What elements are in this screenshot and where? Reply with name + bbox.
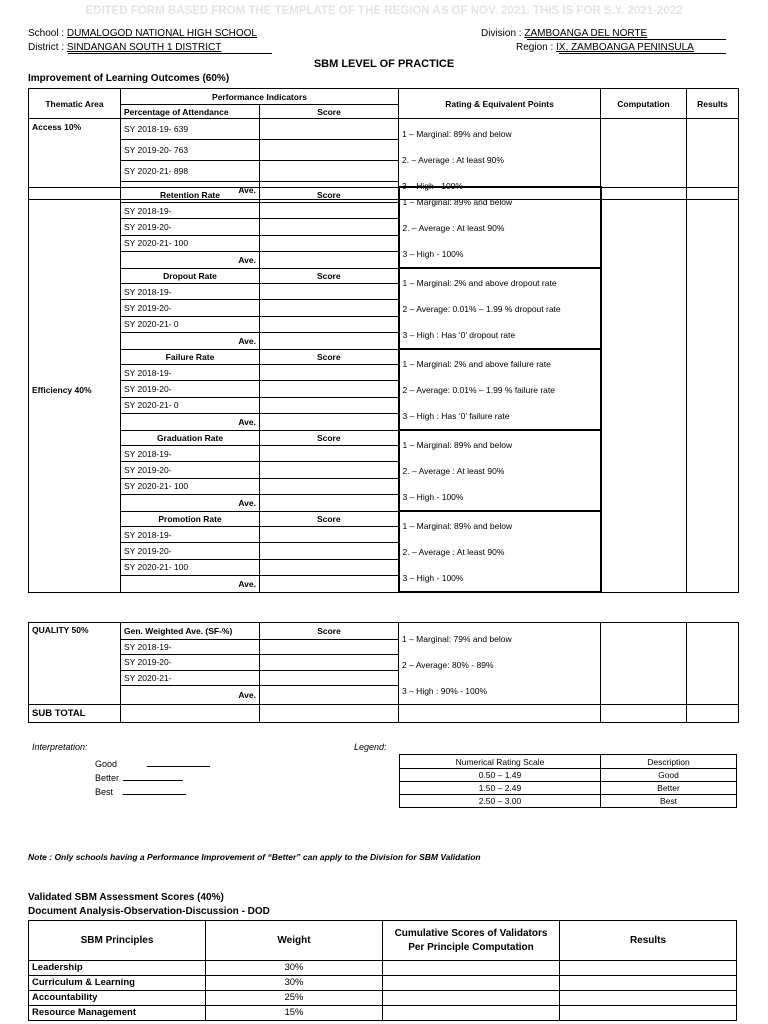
indicator-dropout: Dropout Rate [121,268,260,283]
ave-label: Ave. [121,576,260,592]
sbm-main-table [28,88,739,200]
score-cell[interactable] [260,462,399,478]
page-title: SBM LEVEL OF PRACTICE [313,58,455,70]
score-cell[interactable] [260,445,399,461]
score-cell[interactable] [260,119,399,140]
score-cell[interactable] [260,235,399,251]
score-cell[interactable] [260,639,399,655]
region-underline [559,53,726,54]
interpretation-label: Interpretation: [32,742,88,752]
legend-range: 1.50 – 2.49 [400,782,601,795]
school-name: DUMALOGOD NATIONAL HIGH SCHOOL [66,28,257,39]
cumulative-cell[interactable] [383,976,560,991]
interpretation-better: Better [95,771,210,785]
dropout-row-3: SY 2020-21- 0 [121,316,260,332]
legend-desc: Better [601,782,737,795]
score-ave-cell[interactable] [260,686,399,705]
district-label: District : [28,42,65,53]
legend-col-rating: Numerical Rating Scale [400,755,601,769]
score-cell[interactable] [260,559,399,575]
indicator-promotion: Promotion Rate [121,511,260,526]
subtotal-cell[interactable] [121,705,260,723]
indicator-retention: Retention Rate [121,187,260,202]
score-cell[interactable] [260,670,399,686]
cumulative-cell[interactable] [383,1006,560,1021]
score-cell[interactable] [260,397,399,413]
principle-weight: 15% [206,1006,383,1021]
area-quality: QUALITY 50% [29,623,121,705]
quality-results[interactable] [687,623,739,705]
score-cell[interactable] [260,364,399,380]
validated-subtitle: Document Analysis-Observation-Discussion - DOD [28,906,270,917]
subtotal-cell[interactable] [687,705,739,723]
legend-desc: Best [601,795,737,808]
area-access: Access 10% [29,119,121,200]
results-cell[interactable] [560,961,737,976]
division-label: Division : [481,28,522,39]
legend-table [399,754,737,808]
indicator-failure: Failure Rate [121,349,260,364]
ave-label: Ave. [121,495,260,511]
promotion-row-3: SY 2020-21- 100 [121,559,260,575]
failure-row-1: SY 2018-19- [121,364,260,380]
principle-name: Resource Management [29,1006,206,1021]
score-ave-cell[interactable] [260,414,399,430]
col-cumulative: Cumulative Scores of Validators Per Principle Computation [383,921,560,961]
failure-row-2: SY 2019-20- [121,381,260,397]
col-sbm-principles: SBM Principles [29,921,206,961]
score-cell[interactable] [260,381,399,397]
promotion-ratings: 1 – Marginal: 89% and below 2. – Average : At least 90% 3 – High - 100% [399,511,601,592]
indicator-graduation: Graduation Rate [121,430,260,445]
ave-label: Ave. [121,333,260,349]
ave-label: Ave. [121,686,260,705]
retention-row-2: SY 2019-20- [121,219,260,235]
ave-label: Ave. [121,181,260,199]
quality-ratings: 1 – Marginal: 79% and below 2 – Average: 80% - 89% 3 – High : 90% - 100% [399,623,601,705]
district-name: SINDANGAN SOUTH 1 DISTRICT [66,42,222,53]
legend-range: 0.50 – 1.49 [400,769,601,782]
legend-label: Legend: [354,742,387,752]
score-cell[interactable] [260,316,399,332]
graduation-row-3: SY 2020-21- 100 [121,478,260,494]
score-ave-cell[interactable] [260,495,399,511]
score-cell[interactable] [260,219,399,235]
header-computation: Computation [601,89,687,119]
interpretation-best: Best [95,785,210,799]
score-cell[interactable] [260,300,399,316]
graduation-ratings: 1 – Marginal: 89% and below 2. – Average : At least 90% 3 – High - 100% [399,430,601,511]
col-results: Results [560,921,737,961]
score-header: Score [260,623,399,640]
score-cell[interactable] [260,543,399,559]
results-cell[interactable] [560,976,737,991]
indicator-attendance: Percentage of Attendance [121,105,260,119]
ave-label: Ave. [121,252,260,268]
score-ave-cell[interactable] [260,576,399,592]
attendance-row-1: SY 2018-19- 639 [121,119,260,140]
graduation-row-1: SY 2018-19- [121,445,260,461]
cumulative-cell[interactable] [383,991,560,1006]
blank-line[interactable] [123,794,186,795]
score-ave-cell[interactable] [260,333,399,349]
principle-name: Curriculum & Learning [29,976,206,991]
validated-table [28,920,737,1021]
efficiency-computation[interactable] [601,187,687,592]
area-efficiency: Efficiency 40% [29,187,121,592]
principle-name: Leadership [29,961,206,976]
subtotal-cell[interactable] [260,705,399,723]
principle-weight: 30% [206,976,383,991]
dropout-row-2: SY 2019-20- [121,300,260,316]
gwa-row-3: SY 2020-21- [121,670,260,686]
quality-table [28,622,739,723]
score-header: Score [260,187,399,202]
principle-weight: 25% [206,991,383,1006]
score-header: Score [260,511,399,526]
failure-ratings: 1 – Marginal: 2% and above failure rate 2 – Average: 0.01% – 1.99 % failure rate 3 – High : Has ‘0’ failure rate [399,349,601,430]
efficiency-table [28,186,739,593]
header-performance-indicators: Performance Indicators [121,89,399,105]
legend-range: 2.50 – 3.00 [400,795,601,808]
region-name: IX, ZAMBOANGA PENINSULA [556,42,694,53]
results-cell[interactable] [560,991,737,1006]
score-header: Score [260,105,399,119]
access-ratings: 1 – Marginal: 89% and below 2. – Average : At least 90% 3 – High - 100% [399,119,601,200]
quality-computation[interactable] [601,623,687,705]
dropout-row-1: SY 2018-19- [121,283,260,299]
principle-weight: 30% [206,961,383,976]
division-underline [527,39,726,40]
school-line [28,27,257,40]
score-header: Score [260,268,399,283]
blank-line[interactable] [147,766,210,767]
score-cell[interactable] [260,283,399,299]
retention-row-1: SY 2018-19- [121,202,260,218]
retention-row-3: SY 2020-21- 100 [121,235,260,251]
interpretation-good: Good [95,757,210,771]
score-cell[interactable] [260,655,399,671]
blank-line[interactable] [123,780,183,781]
region-label: Region : [516,42,554,53]
legend-desc: Good [601,769,737,782]
division-name: ZAMBOANGA DEL NORTE [524,28,648,39]
header-results: Results [687,89,739,119]
indicator-gwa: Gen. Weighted Ave. (SF-%) [121,623,260,640]
failure-row-3: SY 2020-21- 0 [121,397,260,413]
form-banner: EDITED FORM BASED FROM THE TEMPLATE OF THE REGION AS OF NOV. 2021. THIS IS FOR S.Y. 2021-2022 [85,5,683,17]
score-cell[interactable] [260,526,399,542]
efficiency-results[interactable] [687,187,739,592]
score-cell[interactable] [260,139,399,160]
score-cell[interactable] [260,160,399,181]
promotion-row-1: SY 2018-19- [121,526,260,542]
score-cell[interactable] [260,202,399,218]
section-title-outcomes: Improvement of Learning Outcomes (60%) [28,73,230,84]
subtotal-label: SUB TOTAL [29,705,121,723]
subtotal-cell[interactable] [601,705,687,723]
header-rating: Rating & Equivalent Points [399,89,601,119]
promotion-row-2: SY 2019-20- [121,543,260,559]
gwa-row-1: SY 2018-19- [121,639,260,655]
cumulative-cell[interactable] [383,961,560,976]
col-weight: Weight [206,921,383,961]
attendance-row-3: SY 2020-21- 898 [121,160,260,181]
attendance-row-2: SY 2019-20- 763 [121,139,260,160]
legend-col-description: Description [601,755,737,769]
header-thematic-area: Thematic Area [29,89,121,119]
score-ave-cell[interactable] [260,252,399,268]
district-underline [68,53,272,54]
ave-label: Ave. [121,414,260,430]
results-cell[interactable] [560,1006,737,1021]
subtotal-cell[interactable] [399,705,601,723]
score-header: Score [260,349,399,364]
graduation-row-2: SY 2019-20- [121,462,260,478]
school-label: School : [28,28,65,39]
retention-ratings: 1 – Marginal: 89% and below 2. – Average : At least 90% 3 – High - 100% [399,187,601,268]
score-cell[interactable] [260,478,399,494]
dropout-ratings: 1 – Marginal: 2% and above dropout rate 2 – Average: 0.01% – 1.99 % dropout rate 3 – High : Has ‘0’ dropout rate [399,268,601,349]
validation-note: Note : Only schools having a Performance Improvement of “Better” can apply to the Division for SBM Validation [28,852,481,862]
gwa-row-2: SY 2019-20- [121,655,260,671]
principle-name: Accountability [29,991,206,1006]
interpretation-list [95,757,210,799]
score-header: Score [260,430,399,445]
validated-title: Validated SBM Assessment Scores (40%) [28,892,224,903]
